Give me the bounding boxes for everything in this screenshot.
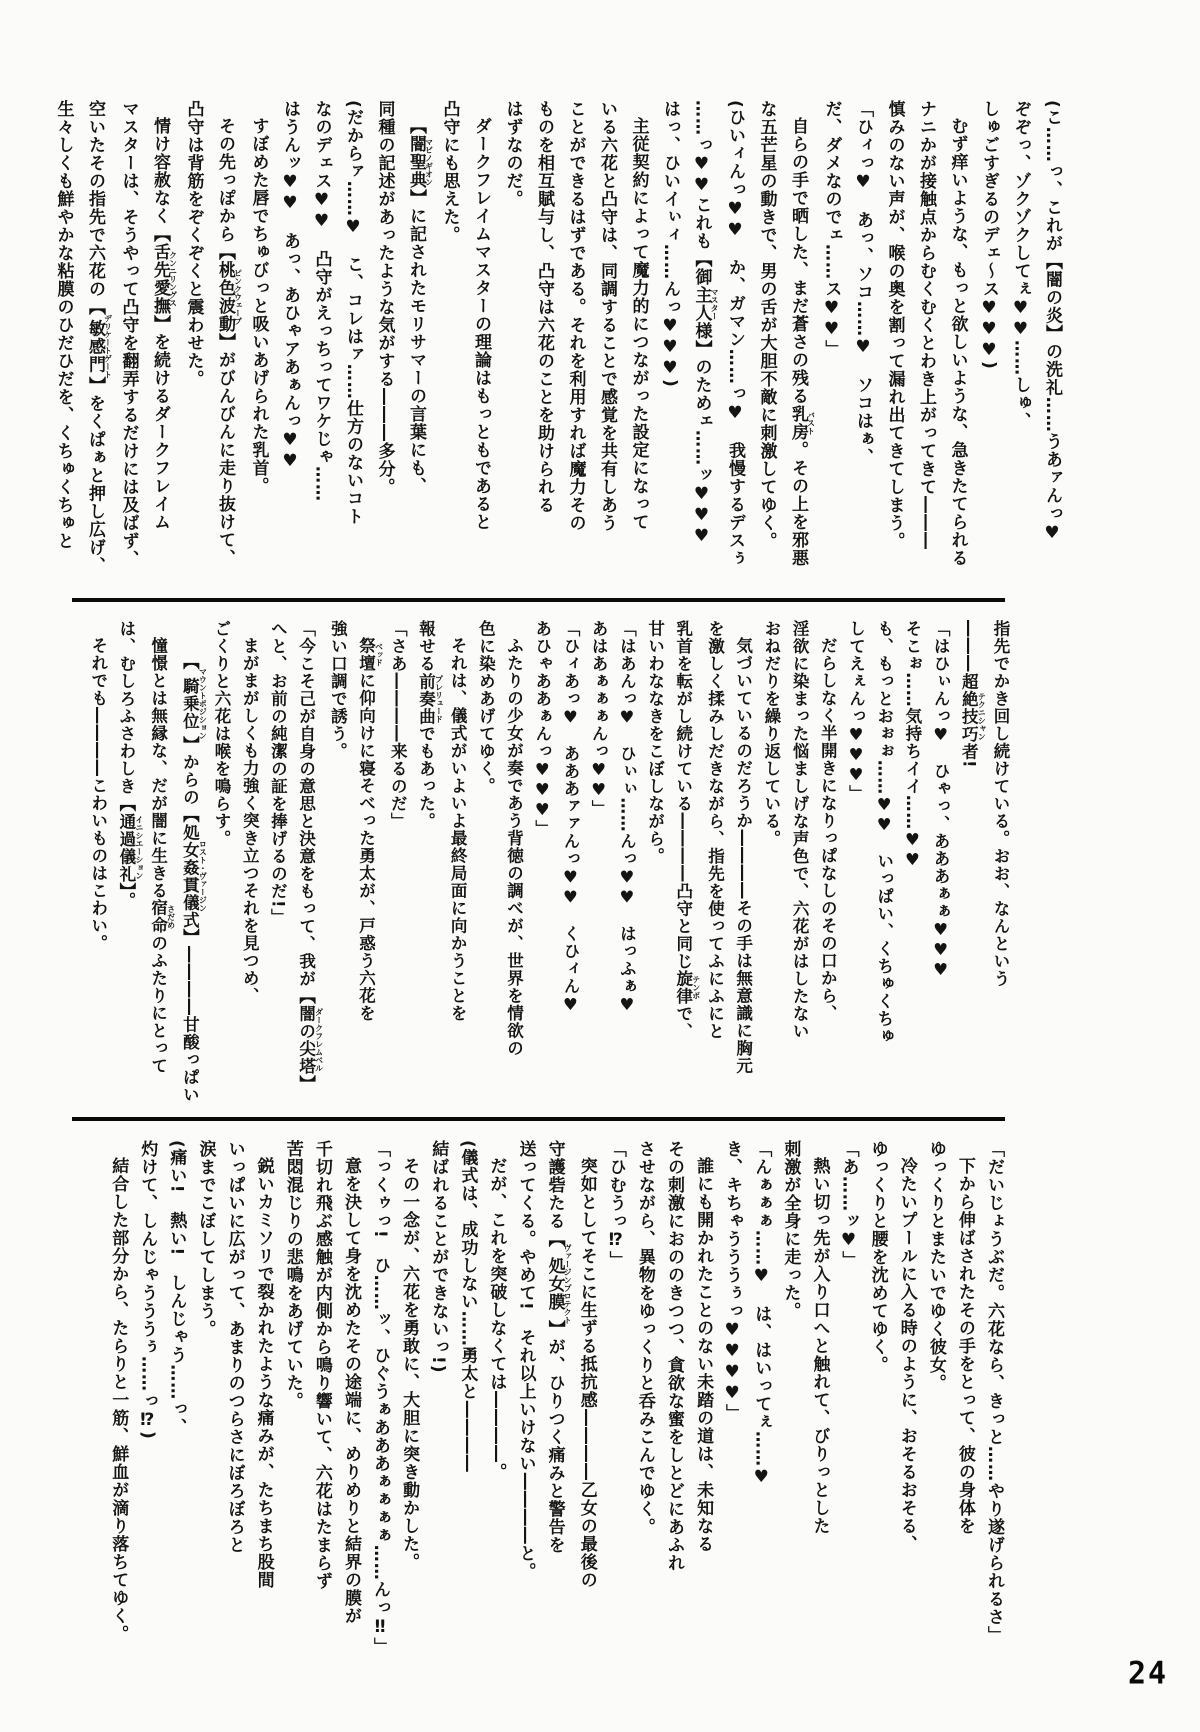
text-column: その一念が、六花を勇敢に、大胆に突き動かした。 xyxy=(399,1157,420,1571)
text-column: むず痒いような、もっと欲しいような、急きたてられる xyxy=(947,117,968,567)
text-column: 主従契約によって魔力的につながった設定になって xyxy=(628,117,649,531)
text-column: ぞぞっ、ゾクゾクしてぇ♥♥……しゅ、 xyxy=(1010,100,1031,430)
text-column: 自らの手で晒した、まだ蒼さの残る乳房バスト。その上を邪悪 xyxy=(788,117,816,567)
text-column: 灼けて、しんじゃうううぅ……っ⁉) xyxy=(137,1140,158,1440)
text-column: 「ひむうっ⁉」 xyxy=(605,1140,626,1269)
text-column: 「んぁぁぁ……♥ は、はいってぇ……♥ xyxy=(751,1140,772,1488)
text-column: 空いたその指先で六花の【敏感門デリケートゲート】をくぱぁと押し広げ、 xyxy=(85,100,113,575)
text-column: (だからァ……♥ こ、コレはァ……仕方のないコト xyxy=(343,100,363,526)
text-column: マスターは、そうやって凸守を翻弄するだけには及ばず、 xyxy=(118,100,139,568)
text-column: 「あ……ッ♥」 xyxy=(838,1140,859,1269)
text-column: ―――超絶技巧者 テクニシャン! xyxy=(959,620,987,769)
ruby-annotated-term: 処女姦貫儀式 ロスト・ヴァージン xyxy=(180,823,208,929)
text-column: 誰にも開かれたことのない未踏の道は、未知なる xyxy=(693,1157,714,1553)
text-column: させながら、異物をゆっくりと呑みこんでゆく。 xyxy=(634,1140,655,1536)
ruby-annotated-term: 通過儀礼 イニシエーション xyxy=(116,812,144,883)
text-column: その先っぽから【桃色波動ピンクウェーブ】がびんびんに走り抜けて、 xyxy=(215,117,243,567)
text-column: 「ひィっ♥ あっ、ソコ……♥ ソコはぁ、 xyxy=(853,100,873,466)
ruby-annotated-term: 闇の尖塔 ダークフレムベル xyxy=(296,1005,324,1075)
text-column: 気づいているのだろうか――――その手は無意識に胸元 xyxy=(733,636,753,1074)
ruby-annotated-term: 超絶技巧者 テクニシャン xyxy=(959,672,987,760)
ruby-annotated-term: 処女膜ヴァージンプロテクト xyxy=(544,1244,573,1324)
text-column: ことができるはずである。それを利用すれば魔力その xyxy=(565,100,586,532)
text-column: き、キちゃうううぅっ♥♥♥♥」 xyxy=(722,1140,743,1422)
text-column: 結ばれることができないっ!) xyxy=(428,1140,449,1374)
text-column: (こ……っ、これが【闇の炎】の洗礼……うあァんっ♥ xyxy=(1042,100,1062,544)
text-column: はずなのだ。 xyxy=(502,100,523,208)
ruby-annotated-term: 桃色波動ピンクウェーブ xyxy=(215,261,243,333)
text-column: 鋭いカミソリで裂かれたような痛みが、たちまち股間 xyxy=(253,1157,274,1589)
text-column: ごくりと六花は喉を鳴らす。 xyxy=(212,620,232,848)
text-column: 意を決して身を沈めたその途端に、めりめりと結界の膜が xyxy=(340,1157,361,1625)
text-column: まがまがしくも力強く突き立つそれを見つめ、 xyxy=(240,636,260,1004)
text-block-bottom xyxy=(104,1140,1008,1656)
text-column: ……っ♥♥これも【御主人様マスター】のためェ……ッ♥♥♥ xyxy=(691,100,719,547)
ruby-annotated-term: 舌先愛撫クンニリングス xyxy=(150,243,178,315)
text-column: を激しく揉みしだきながら、指先を使ってふにふにと xyxy=(705,620,725,1040)
text-column: ものを相互賦与し、凸守は六花のことを助けられる xyxy=(534,100,554,514)
text-column: そこぉ……気持ちイイ……♥♥ xyxy=(902,620,922,870)
text-column: 苦悶混じりの悲鳴をあげていた。 xyxy=(282,1140,303,1410)
text-column: いる六花と凸守は、同調することで感覚を共有しあう xyxy=(597,100,617,532)
text-column: 「はあんっ♥ ひぃぃ……んっ♥♥ はっふぁ♥ xyxy=(617,620,637,1015)
text-column: 涙までこぼしてしまう。 xyxy=(195,1140,216,1338)
text-column: その刺激におののきつつ、貪欲な蜜をしとどにあふれ xyxy=(663,1140,684,1572)
ruby-annotated-term: 宿命 さだめ xyxy=(148,899,176,934)
text-column: も、もっとおぉぉ……♥♥ いっぱい、くちゅくちゅ xyxy=(874,620,894,1045)
text-column: 凸守は背筋をぞくぞくと震わせた。 xyxy=(183,100,204,388)
text-column: ナニかが接触点からむくむくとわき上がってきて――― xyxy=(916,100,936,550)
text-column: 刺激が全身に走った。 xyxy=(780,1140,801,1320)
text-column: ゆっくりと腰を沈めてゆく。 xyxy=(867,1140,888,1374)
text-column: 淫欲に染まった悩ましげな声色で、六花がはしたない xyxy=(790,620,810,1040)
text-block-middle xyxy=(88,620,1014,1108)
ruby-annotated-term: 御主人様マスター xyxy=(691,268,719,340)
text-column: 同種の記述があったような気がする―――多分。 xyxy=(374,100,395,496)
ruby-annotated-term: 前奏曲 プレリュード xyxy=(416,672,444,725)
text-column: だが、これを突破しなくては――――。 xyxy=(486,1157,507,1481)
text-column: はっ、ひいイぃィ……んっ♥♥♥) xyxy=(660,100,680,388)
text-column: 「今こそ己が自身の意思と決意をもって、我が【闇の尖塔 ダークフレムベル】 xyxy=(296,620,324,1093)
text-column: 【騎乗位 マウントポジション】からの【処女姦貫儀式 ロスト・ヴァージン】――――甘酸っぱい xyxy=(180,653,208,1104)
text-column: は、むしろふさわしき【通過儀礼 イニシエーション】。 xyxy=(116,620,144,910)
text-column: 色に染めあげてゆく。 xyxy=(476,620,496,795)
text-column: 情け容赦なく【舌先愛撫クンニリングス】を続けるダークフレイム xyxy=(150,117,178,531)
text-column: だ、ダメなのでェ……ス♥♥」 xyxy=(821,100,842,358)
text-column: すぼめた唇でちゅびっと吸いあげられた乳首。 xyxy=(248,117,269,495)
ruby-annotated-term: 祭壇 ベッド xyxy=(356,636,384,672)
ruby-annotated-term: 旋律 テンポ xyxy=(673,970,701,1005)
text-column: いっぱいに広がって、あまりのつらさにぼろぼろと xyxy=(224,1140,245,1554)
text-column: ダークフレイムマスターの理論はもっともであると xyxy=(471,117,491,531)
ruby-annotated-term: 騎乗位 マウントポジション xyxy=(180,667,208,740)
page-number: 24 xyxy=(1128,1655,1169,1692)
text-column: 「っくゥっ! ひ……ッ、ひぐうぁあああぁぁぁぁ……んっ‼」 xyxy=(370,1140,391,1656)
text-column: 冷たいプールに入る時のように、おそるおそる、 xyxy=(896,1157,917,1553)
text-column: 祭壇 ベッドに仰向けに寝そべった勇太が、戸惑う六花を xyxy=(356,636,384,1022)
text-column: はうんッ♥♥ あっ、あひゃアあぁんっ♥♥ xyxy=(280,100,300,472)
text-column: 凸守にも思えた。 xyxy=(439,100,460,244)
text-block-top xyxy=(53,100,1067,600)
text-column: 生々しくも鮮やかな粘膜のひだひだを、くちゅくちゅと xyxy=(53,100,74,550)
text-column: 指先でかき回し続けている。おお、なんという xyxy=(991,620,1010,988)
text-column: 千切れ飛ぶ感触が内側から鳴り響いて、六花はたまらず xyxy=(311,1140,332,1590)
text-column: 結合した部分から、たらりと一筋、鮮血が滴り落ちてゆく。 xyxy=(108,1157,129,1643)
text-column: 報せる前奏曲 プレリュードでもあった。 xyxy=(416,620,444,830)
text-column: 「さあ――――来るのだ」 xyxy=(388,620,408,830)
text-column: ふたりの少女が奏であう背徳の調べが、世界を情欲の xyxy=(504,636,524,1057)
text-column: 下から伸ばされたその手をとって、彼の身体を xyxy=(954,1157,975,1535)
text-column: 守護砦たる【処女膜ヴァージンプロテクト】が、ひりつく痛みと警告を xyxy=(544,1140,573,1554)
text-column: あはあぁぁぁんっ♥♥」 xyxy=(589,620,609,818)
text-column: それでも――――こわいものはこわい。 xyxy=(88,636,108,952)
text-column: しゅごすぎるのデェ〜ス♥♥♥) xyxy=(979,100,999,370)
text-column: 乳首を転がし続けている――――凸守と同じ旋律 テンポで、 xyxy=(673,620,701,1040)
text-column: (痛い! 熱い! しんじゃう……っ、 xyxy=(166,1140,187,1437)
text-column: 「ひィあっ♥ あああァァんっ♥♥ くひィん♥ xyxy=(560,620,580,1015)
text-column: 「はひぃんっ♥ ひゃっ、あああぁぁ♥♥♥ xyxy=(931,620,951,980)
text-column: 憧憬とは無縁な、だが闇に生きる宿命 さだめのふたりにとって xyxy=(148,636,176,1074)
text-column: な五芒星の動きで、男の舌が大胆不敵に刺激してゆく。 xyxy=(756,100,777,550)
section-divider-2 xyxy=(72,1117,1005,1121)
text-column: 送ってくる。やめて! それ以上いけない――――と。 xyxy=(515,1140,536,1581)
text-column: (儀式は、成功しない……勇太と―――― xyxy=(457,1140,478,1473)
text-column: だらしなく半開きになりっぱなしのその口から、 xyxy=(818,636,838,1022)
text-column: それは、儀式がいよいよ最終局面に向かうことを xyxy=(448,636,468,1022)
text-column: 甘いわななきをこぼしながら。 xyxy=(645,620,665,865)
text-column: なのデェス♥♥ 凸守がえっちってワケじゃ…… xyxy=(311,100,332,502)
text-column: 慎みのない声が、喉の奥を割って漏れ出てきてしまう。 xyxy=(884,100,905,550)
text-column: 強い口調で誘う。 xyxy=(328,620,348,760)
text-column: ゆっくりとまたいでゆく彼女。 xyxy=(925,1140,946,1392)
text-column: へと、お前の純潔の証を捧げるのだ!」 xyxy=(268,620,288,927)
text-column: 突如としてそこに生ずる抵抗感――――乙女の最後の xyxy=(576,1157,597,1589)
text-column: 熱い切っ先が入り口へと触れて、びりっとした xyxy=(809,1157,830,1535)
text-column: 「だいじょうぶだ。六花なら、きっと……やり遂げられるさ」 xyxy=(984,1140,1004,1644)
section-divider-1 xyxy=(72,598,1005,602)
ruby-annotated-term: 闇聖典マビノギオン xyxy=(406,135,434,189)
text-column: あひゃああぁんっ♥♥♥」 xyxy=(532,620,552,838)
ruby-annotated-term: 敏感門デリケートゲート xyxy=(85,314,113,379)
text-column: おねだりを繰り返している。 xyxy=(761,620,781,848)
text-column: (ひいィんっ♥♥ か、ガマン……っ♥ 我慢するデスぅ xyxy=(725,100,745,568)
text-column: してえぇんっ♥♥♥」 xyxy=(846,620,866,803)
ruby-annotated-term: 乳房バスト xyxy=(788,405,816,441)
text-column: 【闇聖典マビノギオン】に記されたモリサマーの言葉にも、 xyxy=(406,117,434,495)
